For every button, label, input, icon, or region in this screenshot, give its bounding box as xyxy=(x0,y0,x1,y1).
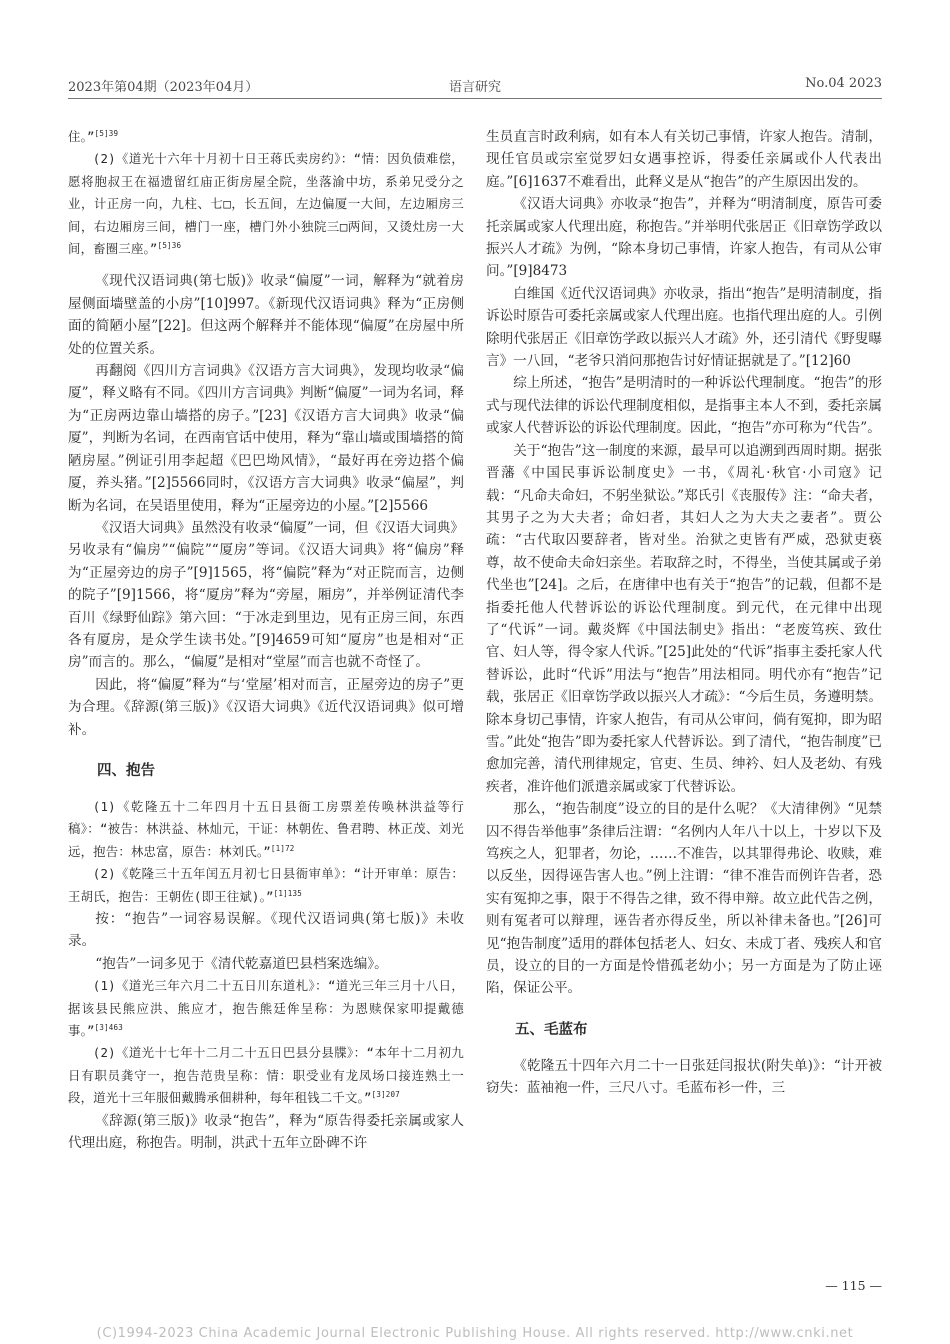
issue-number: No.04 2023 xyxy=(805,76,882,91)
section-heading: 四、抱告 xyxy=(97,762,155,779)
right-column xyxy=(486,126,882,1100)
example-sentence: (2)《道光十六年十月初十日王蒋氏卖房约》：“情：因负债难偿，愿将胞叔王在福遗留红庙正街房屋全院，坐落渝中坊，系弟兄受分之业，计正房一向，九柱、七□，长五间，左边偏厦一大间，左边厢房三间，右边厢房三间，槽门一座，槽门外小独院三□两间，又烫灶房一大间，畜圈三座。”$^{[5]36}$ xyxy=(68,151,464,257)
paragraph: 《乾隆五十四年六月二十一日张廷闫报状(附失单)》：“计开被窃失：蓝袖袍一件，三尺八寸。毛蓝布衫一件，三 xyxy=(486,1057,882,1097)
copyright-notice: (C)1994-2023 China Academic Journal Electronic Publishing House. All rights reserved. http://www.cnki.net xyxy=(96,1326,854,1341)
paragraph: 综上所述，“抱告”是明清时的一种诉讼代理制度。“抱告”的形式与现代法律的诉讼代理制度相似，是指事主本人不到，委托亲属或家人代替诉讼的诉讼代理制度。因此，“抱告”亦可称为“代告”。 xyxy=(486,375,882,437)
paragraph: 那么，“抱告制度”设立的目的是什么呢？《大清律例》“见禁囚不得告举他事”条律后注谓：“名例内人年八十以上，十岁以下及笃疾之人，犯罪者，勿论，……不准告，以其罪得弗论、收赎，难以反坐，因得诬告害人也。”例上注谓：“律不准告而例许告者，恐实有冤抑之事，限于不得告之律，致不得申辩。故立此代告之例，则有冤者可以辩理，诬告者亦得反坐，所以补律未备也。”[26]可见“抱告制度”适用的群体包括老人、妇女、未成丁者、残疾人和官员，设立的目的一方面是怜惜孤老幼小；另一方面是为了防止诬陷，保证公平。 xyxy=(486,801,882,997)
paragraph: “抱告”一词多见于《清代乾嘉道巴县档案选编》。 xyxy=(95,955,388,972)
section-heading: 五、毛蓝布 xyxy=(515,1021,588,1038)
paragraph: 再翻阅《四川方言词典》《汉语方言大词典》，发现均收录“偏厦”，释义略有不同。《四川方言词典》判断“偏厦”一词为名词，释为“正房两边靠山墙搭的房子。”[23]《汉语方言大词典》收录“偏厦”，判断为名词，在西南官话中使用，释为“靠山墙或围墙搭的简陋房屋。”例证引用李起超《巴巴坳风情》，“最好再在旁边搭个偏厦，养头猪。”[2]5566同时，《汉语方言大词典》收录“偏屋”，判断为名词，在吴语里使用，释为“正屋旁边的小屋。”[2]5566 xyxy=(68,363,464,514)
paragraph: 《汉语大词典》虽然没有收录“偏厦”一词，但《汉语大词典》另收录有“偏房”“偏院”“厦房”等词。《汉语大词典》将“偏房”释为“正屋旁边的房子”[9]1565，将“偏院”释为“对正院而言，边侧的院子”[9]1566，将“厦房”释为“旁屋，厢房”，并举例证清代李百川《绿野仙踪》第六回：“于冰走到里边，见有正房三间，东西各有厦房，是众学生读书处。”[9]4659可知“厦房”也是相对“正房”而言的。那么，“偏厦”是相对“堂屋”而言也就不奇怪了。 xyxy=(68,519,464,671)
example-sentence: (2)《乾隆三十五年闰五月初七日县衙审单》：“计开审单：原告：王胡氏，抱告：王朝佐(即王往斌)。”$^{[1]135}$ xyxy=(68,866,464,904)
paragraph: 《辞源(第三版)》收录“抱告”，释为“原告得委托亲属或家人代理出庭，称抱告。明制，洪武十五年立卧碑不许 xyxy=(68,1112,464,1152)
left-column xyxy=(68,126,464,1154)
paragraph: 白维国《近代汉语词典》亦收录，指出“抱告”是明清制度，指诉讼时原告可委托亲属或家人代理出庭。也指代理出庭的人。引例除明代张居正《旧章饬学政以振兴人才疏》外，还引清代《野叟曝言》一八回，“老爷只消问那抱告讨好情证据就是了。”[12]60 xyxy=(486,285,882,370)
example-sentence: (2)《道光十七年十二月二十五日巴县分县牒》：“本年十二月初九日有职员龚守一，抱告范贵呈称：情：职受业有龙凤场口接连熟土一段，道光十三年服佃戴腾承佃耕种，每年租钱二千文。”$^{[3]207}$ xyxy=(68,1045,464,1106)
journal-name: 语言研究 xyxy=(448,80,501,95)
paragraph: 关于“抱告”这一制度的来源，最早可以追溯到西周时期。据张晋藩《中国民事诉讼制度史》一书，《周礼·秋官·小司寇》记载：“凡命夫命妇，不躬坐狱讼。”郑氏引《丧服传》注：“命夫者，其男子之为大夫者；命妇者，其妇人之为大夫之妻者”。贾公疏：“古代取囚要辞者，皆对坐。治狱之吏皆有严威，恐狱吏亵尊，故不使命夫命妇亲坐。若取辞之时，不得坐，当使其属或子弟代坐也”[24]。之后，在唐律中也有关于“抱告”的记载，但都不是指委托他人代替诉讼的诉讼代理制度。到元代，在元律中出现了“代诉”一词。戴炎辉《中国法制史》指出：“老废笃疾、致仕官、妇人等，得令家人代诉。”[25]此处的“代诉”指事主委托家人代替诉讼，此时“代诉”用法与“抱告”用法相同。明代亦有“抱告”记载，张居正《旧章饬学政以振兴人才疏》：“今后生员，务遵明禁。除本身切己事情，许家人抱告，有司从公审问，倘有冤抑，即为昭雪。”此处“抱告”即为委托家人代替诉讼。到了清代，“抱告制度”已愈加完善，清代刑律规定，官吏、生员、绅衿、妇人及老幼、有残疾者，准许他们派遣亲属或家丁代替诉讼。 xyxy=(486,442,882,795)
paragraph: 《汉语大词典》亦收录“抱告”，并释为“明清制度，原告可委托亲属或家人代理出庭，称抱告。”并举明代张居正《旧章饬学政以振兴人才疏》为例，“除本身切己事情，许家人抱告，有司从公审问。”[9]8473 xyxy=(486,196,882,280)
journal-issue: 2023年第04期（2023年04月） xyxy=(68,80,259,95)
example-sentence: (1)《乾隆五十二年四月十五日县衙工房票差传唤林洪益等行稿》：“被告：林洪益、林灿元，干证：林朝佐、鲁君聘、林正茂、刘光远，抱告：林忠富，原告：林刘氏。”$^{[1]72}$ xyxy=(68,798,464,859)
example-sentence: (1)《道光三年六月二十五日川东道札》：“道光三年三月十八日，据该县民熊应洪、熊应才，抱告熊廷侔呈称：为恩赎保家叩提戴德事。”$^{[3]463}$ xyxy=(68,978,464,1039)
paragraph: 按：“抱告”一词容易误解。《现代汉语词典(第七版)》未收录。 xyxy=(68,911,464,950)
paragraph: 住。”$^{[5]39}$ xyxy=(68,128,119,144)
paragraph: 《现代汉语词典(第七版)》收录“偏厦”一词，解释为“就着房屋侧面墙壁盖的小房”[10]997。《新现代汉语词典》释为“正房侧面的简陋小屋”[22]。但这两个解释并不能体现“偏厦”在房屋中所处的位置关系。 xyxy=(68,273,464,357)
paragraph: 因此，将“偏厦”释为“与‘堂屋’相对而言，正屋旁边的房子”更为合理。《辞源(第三版)》《汉语大词典》《近代汉语词典》似可增补。 xyxy=(68,676,464,738)
header-rule xyxy=(68,98,882,99)
page-number: — 115 — xyxy=(825,1278,882,1293)
paragraph: 生员直言时政利病，如有本人有关切己事情，许家人抱告。清制，现任官员或宗室觉罗妇女遇事控诉，得委任亲属或仆人代表出庭。”[6]1637不难看出，此释义是从“抱告”的产生原因出发的。 xyxy=(486,129,882,190)
